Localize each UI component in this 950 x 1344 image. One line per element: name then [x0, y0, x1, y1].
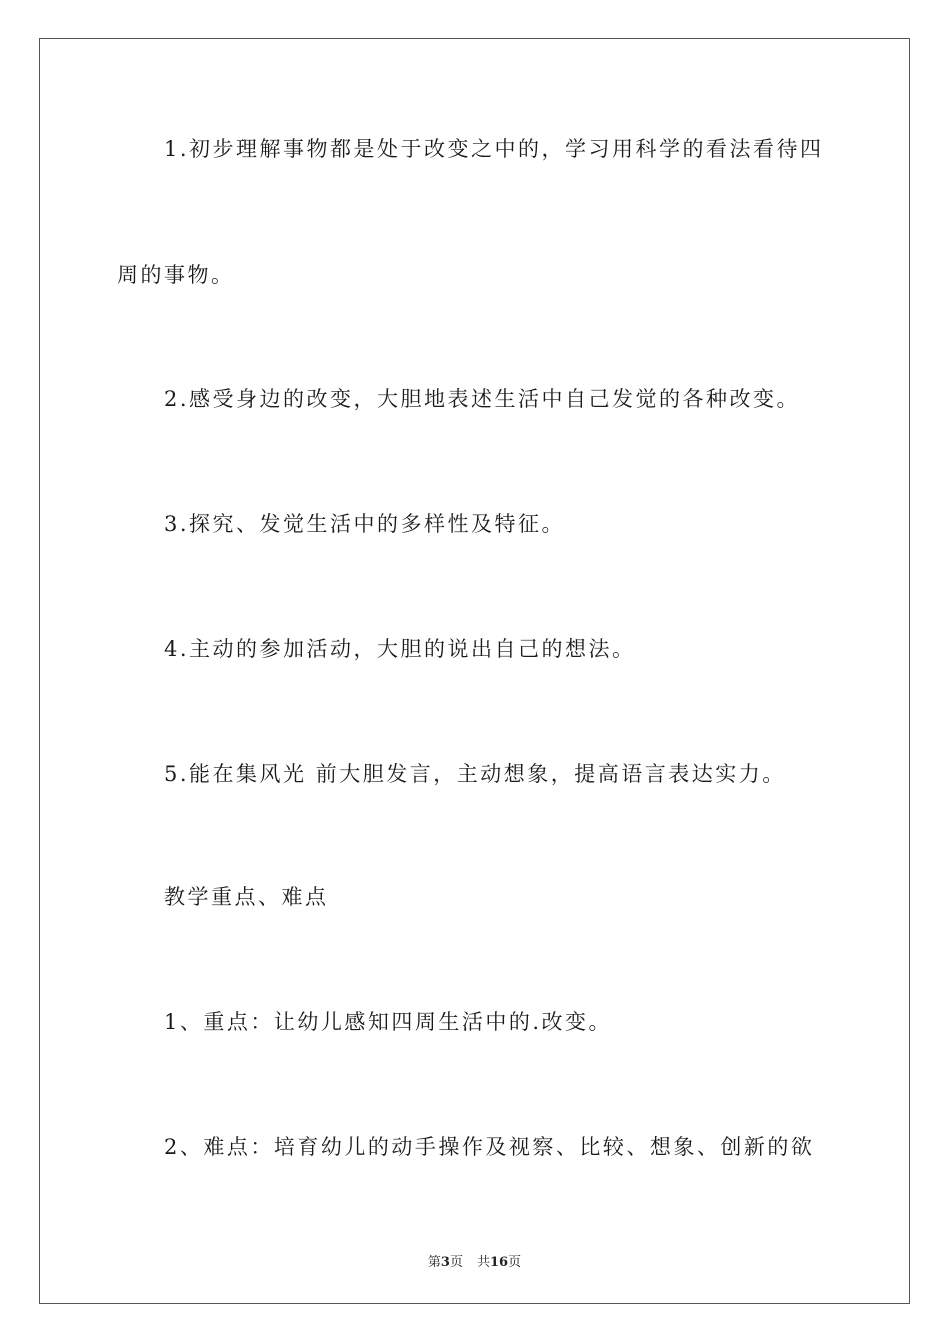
- paragraph-objective-1-cont: 周的事物。: [117, 263, 235, 287]
- paragraph-objective-4: 4.主动的参加活动，大胆的说出自己的想法。: [164, 637, 636, 661]
- paragraph-objective-1: 1.初步理解事物都是处于改变之中的，学习用科学的看法看待四: [164, 137, 824, 161]
- page-frame: [39, 38, 910, 1304]
- footer-page-number: 3: [440, 1255, 450, 1270]
- footer-total-prefix: 共: [476, 1255, 490, 1270]
- footer-total-pages: 16: [489, 1255, 509, 1270]
- paragraph-objective-3: 3.探究、发觉生活中的多样性及特征。: [164, 512, 566, 536]
- paragraph-objective-5: 5.能在集风光 前大胆发言，主动想象，提高语言表达实力。: [164, 762, 786, 786]
- footer-total-suffix: 页: [508, 1255, 522, 1270]
- paragraph-difficulty: 2、难点：培育幼儿的动手操作及视察、比较、想象、创新的欲: [164, 1135, 815, 1159]
- footer-page-prefix: 第: [427, 1255, 441, 1270]
- paragraph-key-point: 1、重点：让幼儿感知四周生活中的.改变。: [164, 1010, 613, 1034]
- paragraph-objective-2: 2.感受身边的改变，大胆地表述生活中自己发觉的各种改变。: [164, 387, 801, 411]
- footer-page-suffix: 页: [449, 1255, 463, 1270]
- section-heading: 教学重点、难点: [164, 885, 329, 909]
- page-footer: [40, 1251, 909, 1270]
